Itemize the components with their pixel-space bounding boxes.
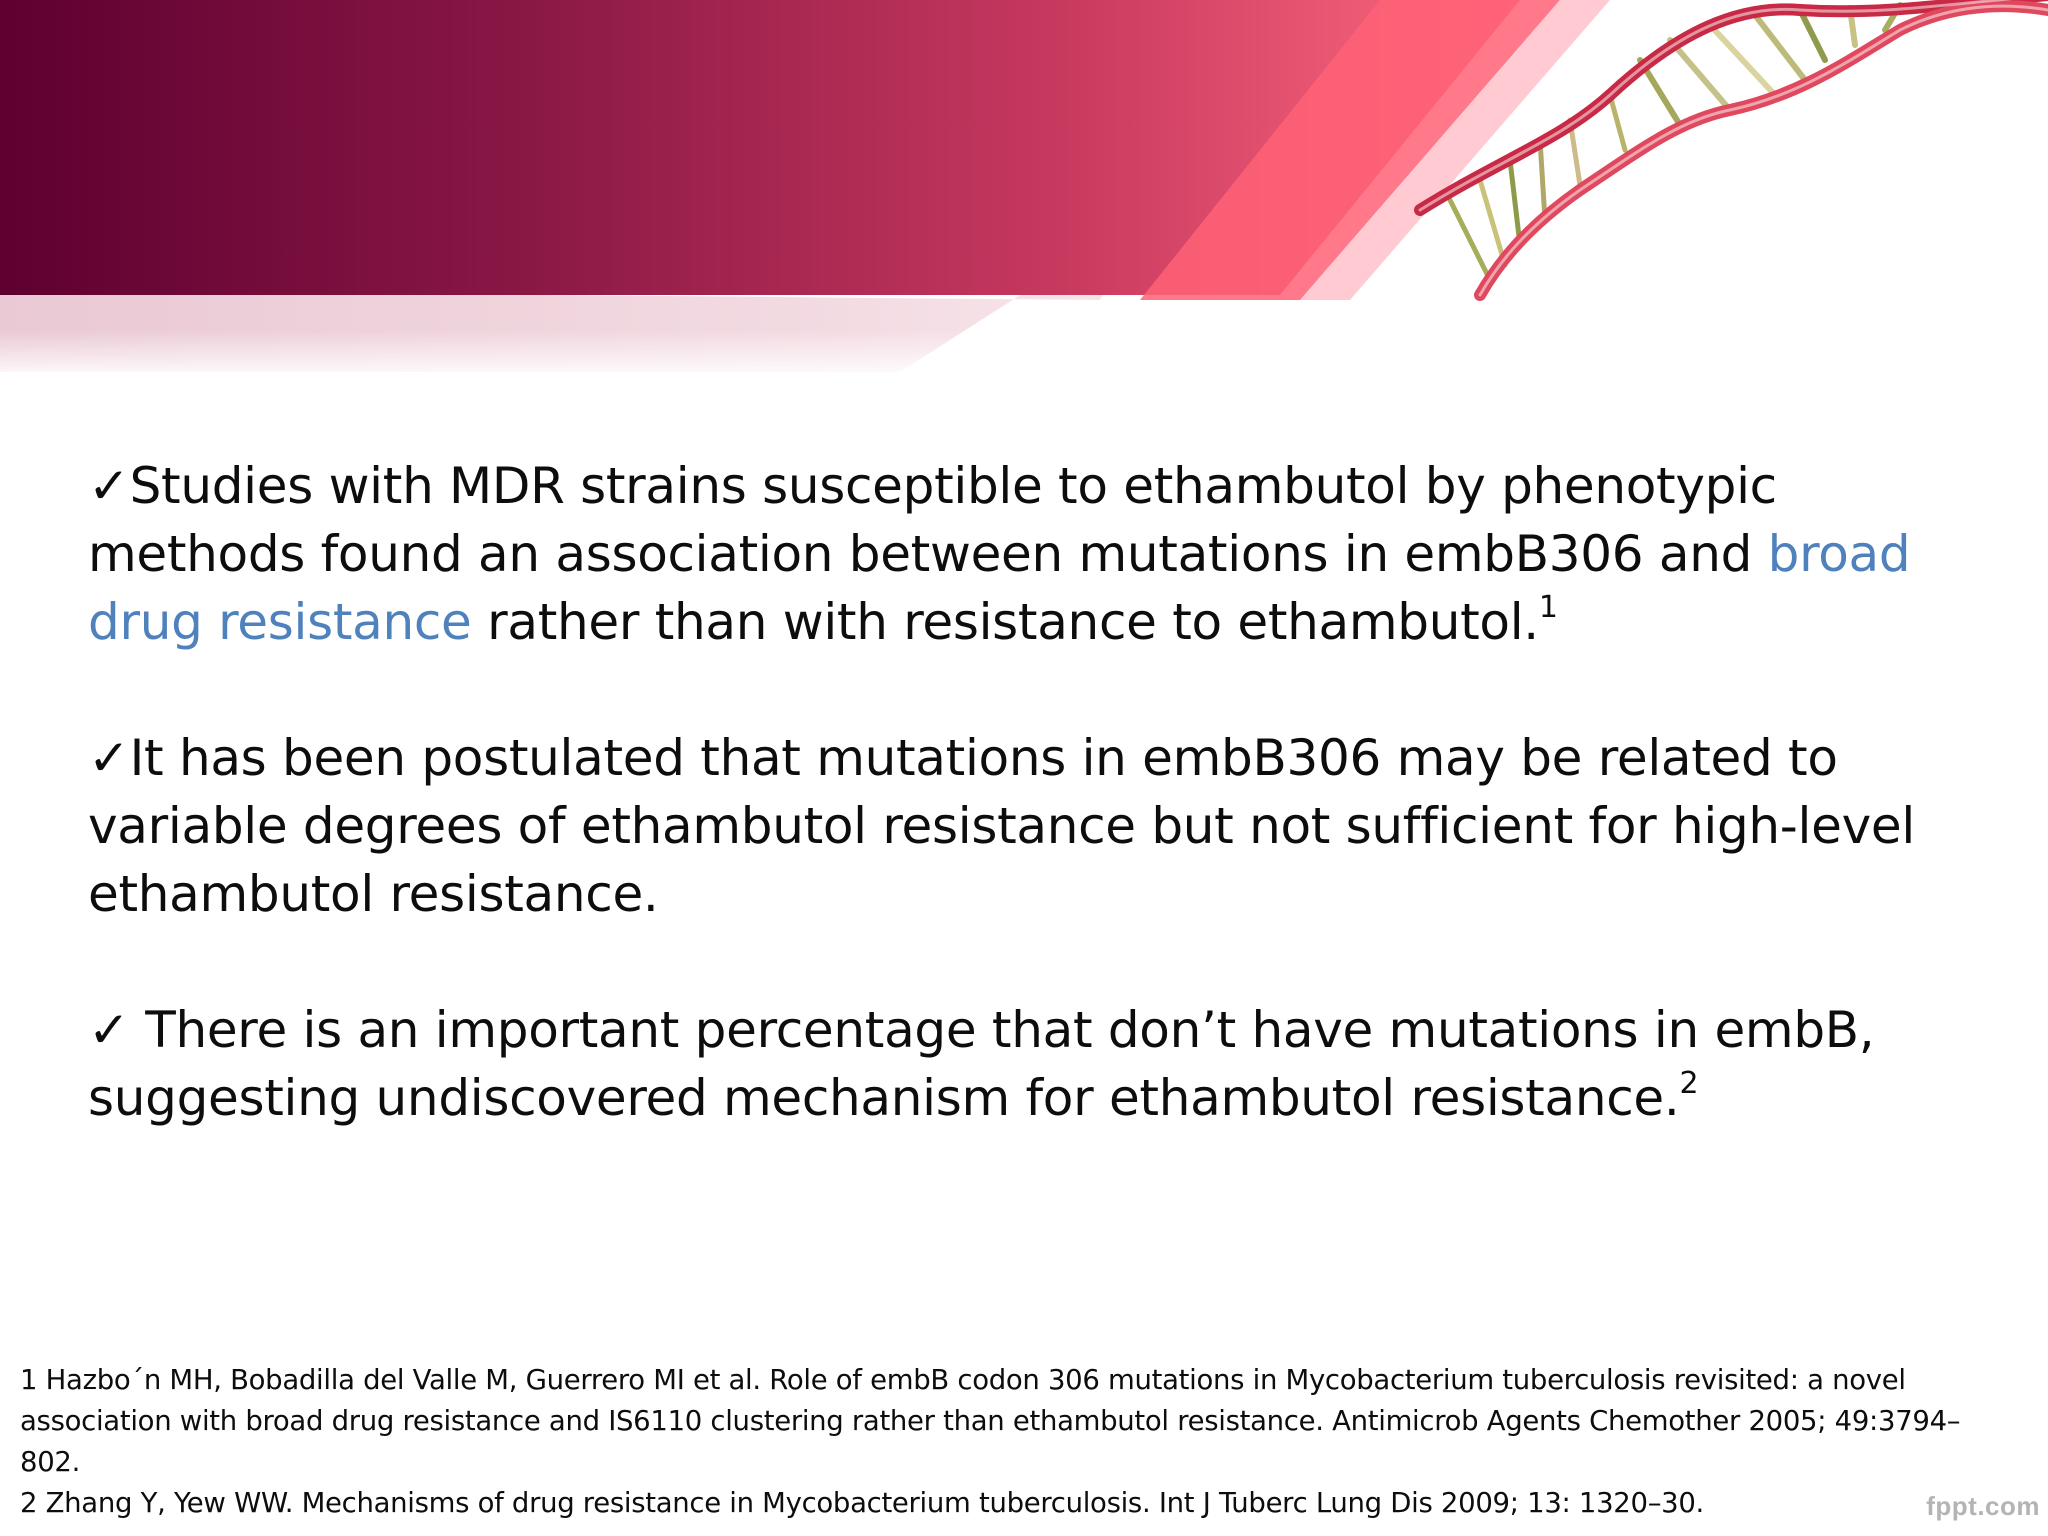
bullet-3-text: There is an important percentage that don’t have mutations in embB, suggesting undiscovered mechanism for ethambutol resistance.	[88, 1001, 1875, 1127]
watermark: fppt.com	[1926, 1491, 2040, 1521]
bullet-1	[88, 452, 1988, 656]
bullet-1-text-end: rather than with resistance to ethambutol.	[471, 593, 1539, 651]
bullet-3	[88, 996, 1988, 1132]
dna-helix-icon	[1380, 0, 2048, 310]
footnote-marker-1: 1	[1538, 590, 1558, 625]
checkmark-icon: ✓	[88, 1001, 130, 1059]
checkmark-icon: ✓	[88, 729, 130, 787]
bullet-1-highlight: broad drug resistance	[88, 525, 1911, 651]
checkmark-icon: ✓	[88, 457, 130, 515]
reference-2: 2 Zhang Y, Yew WW. Mechanisms of drug resistance in Mycobacterium tuberculosis. Int J Tuberc Lung Dis 2009; 13: 1320–30.	[20, 1487, 1704, 1519]
bullet-2-text: It has been postulated that mutations in embB306 may be related to variable degrees of ethambutol resistance but not sufficient for high-level ethambutol resistance.	[88, 729, 1915, 923]
references	[20, 1360, 2020, 1524]
slide-body	[88, 452, 1988, 1200]
bullet-2	[88, 724, 1988, 928]
footnote-marker-2: 2	[1679, 1066, 1699, 1101]
reference-1: 1 Hazbo´n MH, Bobadilla del Valle M, Guerrero MI et al. Role of embB codon 306 mutations in Mycobacterium tuberculosis revisited: a novel association with broad drug resistance and IS6110 clustering rather than ethambutol resistance. Antimicrob Agents Chemother 2005; 49:3794–802.	[20, 1364, 1961, 1478]
bullet-1-text: Studies with MDR strains susceptible to ethambutol by phenotypic methods found an association between mutations in embB306 and	[88, 457, 1777, 583]
